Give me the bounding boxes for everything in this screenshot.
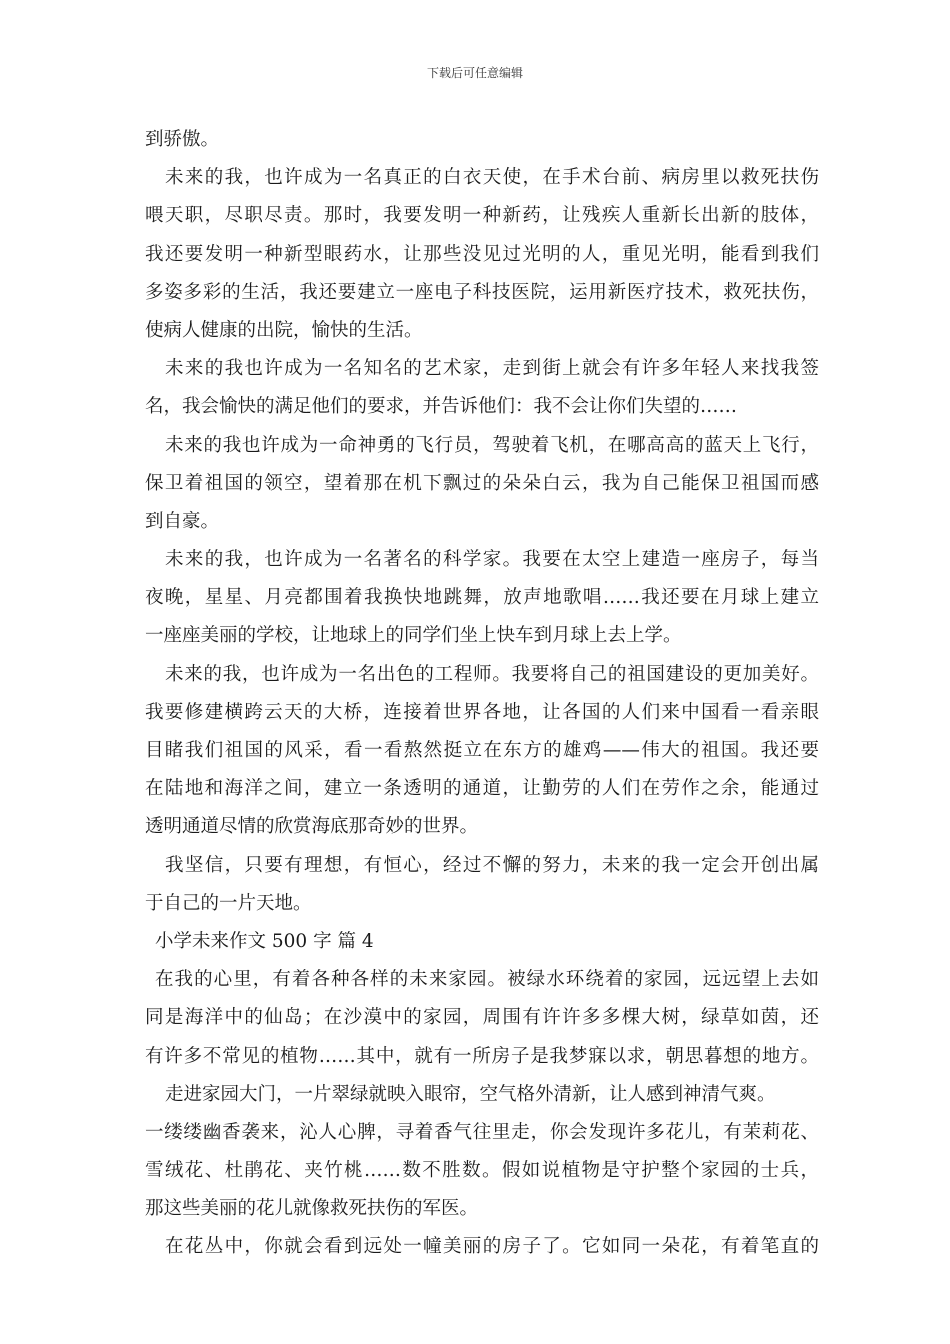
text-line: 在我的心里，有着各种各样的未来家园。被绿水环绕着的家园，远远望上去如 [155, 969, 819, 991]
text-line: 未来的我也许成为一命神勇的飞行员，驾驶着飞机，在哪高高的蓝天上飞行， [165, 434, 819, 456]
text-line: 我还要发明一种新型眼药水，让那些没见过光明的人，重见光明，能看到我们 [145, 243, 819, 265]
text-line: 一缕缕幽香袭来，沁人心脾，寻着香气往里走，你会发现许多花儿，有茉莉花、 [145, 1121, 819, 1143]
section-heading: 小学未来作文 500 字 篇 4 [155, 930, 374, 952]
text-line: 一座座美丽的学校，让地球上的同学们坐上快车到月球上去上学。 [145, 625, 682, 647]
text-line: 夜晚，星星、月亮都围着我换快地跳舞，放声地歌唱……我还要在月球上建立 [145, 587, 819, 609]
text-line: 那这些美丽的花儿就像救死扶伤的军医。 [145, 1198, 479, 1220]
text-line: 雪绒花、杜鹃花、夹竹桃……数不胜数。假如说植物是守护整个家园的士兵， [145, 1160, 819, 1182]
text-line: 有许多不常见的植物……其中，就有一所房子是我梦寐以求，朝思暮想的地方。 [145, 1045, 819, 1067]
text-line: 使病人健康的出院，愉快的生活。 [145, 319, 423, 341]
text-line: 在陆地和海洋之间，建立一条透明的通道，让勤劳的人们在劳作之余，能通过 [145, 778, 819, 800]
text-line: 目睹我们祖国的风采，看一看熬然挺立在东方的雄鸡——伟大的祖国。我还要 [145, 740, 819, 761]
page-header: 下载后可任意编辑 [426, 66, 523, 80]
text-line: 我要修建横跨云天的大桥，连接着世界各地，让各国的人们来中国看一看亲眼 [145, 701, 819, 723]
document-body [145, 121, 819, 1267]
text-line: 保卫着祖国的领空，望着那在机下飘过的朵朵白云，我为自己能保卫祖国而感 [145, 472, 819, 494]
text-line: 到骄傲。 [145, 129, 220, 150]
text-line: 多姿多彩的生活，我还要建立一座电子科技医院，运用新医疗技术，救死扶伤， [145, 281, 819, 303]
text-line: 走进家园大门，一片翠绿就映入眼帘，空气格外清新，让人感到神清气爽。 [165, 1083, 776, 1105]
text-line: 未来的我，也许成为一名出色的工程师。我要将自己的祖国建设的更加美好。 [165, 663, 819, 685]
text-line: 同是海洋中的仙岛；在沙漠中的家园，周围有许许多多棵大树，绿草如茵，还 [145, 1007, 819, 1029]
text-line: 未来的我，也许成为一名著名的科学家。我要在太空上建造一座房子，每当 [165, 549, 819, 571]
text-line: 在花丛中，你就会看到远处一幢美丽的房子了。它如同一朵花，有着笔直的 [165, 1236, 819, 1258]
text-line: 未来的我，也许成为一名真正的白衣天使，在手术台前、病房里以救死扶伤 [165, 167, 819, 189]
text-line: 未来的我也许成为一名知名的艺术家，走到街上就会有许多年轻人来找我签 [165, 358, 819, 380]
text-line: 喂天职，尽职尽责。那时，我要发明一种新药，让残疾人重新长出新的肢体， [145, 205, 819, 227]
text-line: 到自豪。 [145, 510, 220, 532]
text-line: 透明通道尽情的欣赏海底那奇妙的世界。 [145, 816, 479, 838]
text-line: 于自己的一片天地。 [145, 892, 312, 914]
text-line: 名，我会愉快的满足他们的要求，并告诉他们：我不会让你们失望的…… [145, 396, 738, 418]
text-line: 我坚信，只要有理想，有恒心，经过不懈的努力，未来的我一定会开创出属 [165, 854, 819, 876]
